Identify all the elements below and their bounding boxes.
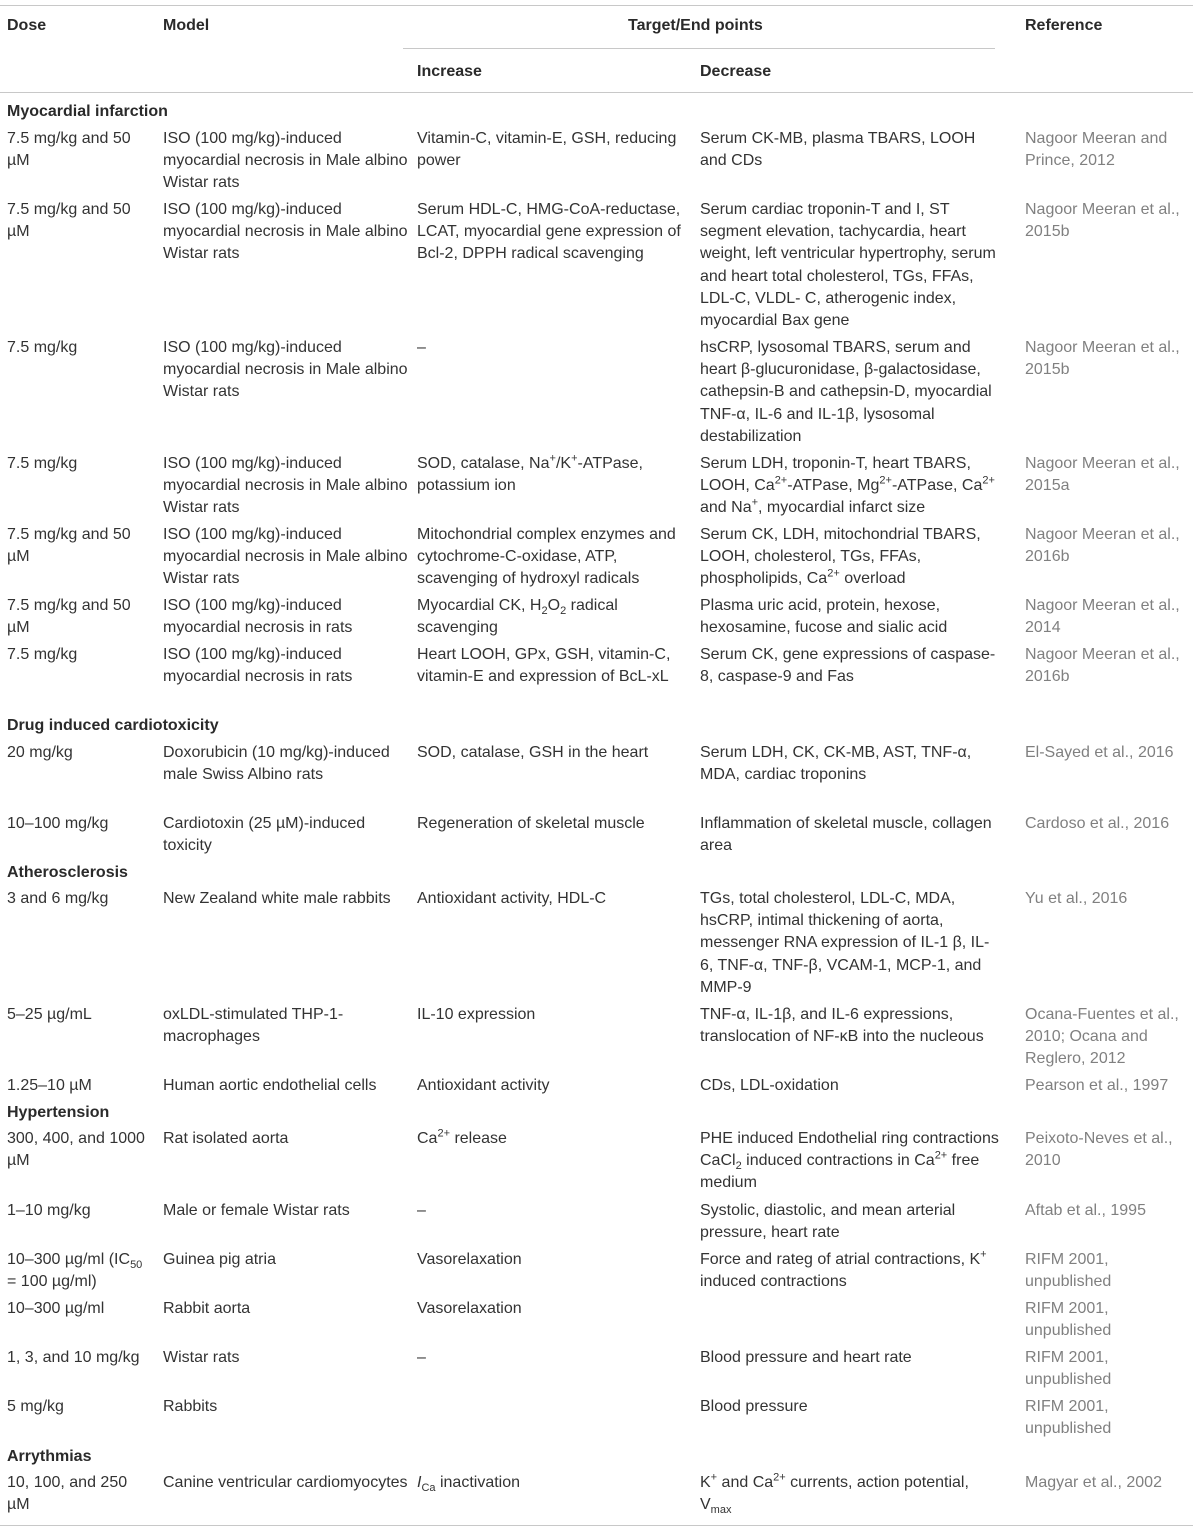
reference-cell: Yu et al., 2016	[1025, 890, 1128, 907]
dose-cell: 10–300 µg/ml	[7, 1300, 105, 1317]
section-title: Drug induced cardiotoxicity	[7, 717, 219, 734]
model-cell: oxLDL-stimulated THP-1-macrophages	[163, 1006, 344, 1046]
reference-cell: Peixoto-Neves et al., 2010	[1025, 1130, 1173, 1170]
reference-cell: Pearson et al., 1997	[1025, 1077, 1169, 1094]
increase-cell: –	[417, 1202, 426, 1219]
decrease-cell: K+ and $Ca^{2+}$ currents, action potential, $V_{max}$	[700, 1471, 969, 1517]
dose-cell: 5 mg/kg	[7, 1398, 64, 1415]
dose-cell: 7.5 mg/kg	[7, 455, 78, 472]
increase-cell: SOD, catalase, GSH in the heart	[417, 744, 649, 761]
model-cell: ISO (100 mg/kg)-induced myocardial necrosis in rats	[163, 597, 353, 637]
model-cell: ISO (100 mg/kg)-induced myocardial necrosis in Male albino Wistar rats	[163, 455, 408, 517]
increase-cell: Serum HDL-C, HMG-CoA-reductase, LCAT, myocardial gene expression of Bcl-2, DPPH radical scavenging	[417, 201, 681, 263]
reference-cell: Cardoso et al., 2016	[1025, 815, 1170, 832]
reference-cell: Nagoor Meeran et al., 2015b	[1025, 339, 1180, 379]
increase-cell: SOD, catalase, Na+/K+-ATPase, potassium ion	[417, 452, 643, 495]
reference-cell: Nagoor Meeran et al., 2014	[1025, 597, 1180, 637]
increase-cell: Myocardial CK, $H_2O_2$ radical scavenging	[417, 597, 618, 637]
model-cell: Rat isolated aorta	[163, 1130, 289, 1147]
dose-cell: 3 and 6 mg/kg	[7, 890, 109, 907]
model-cell: Wistar rats	[163, 1349, 240, 1366]
section-title: Myocardial infarction	[7, 103, 168, 120]
increase-cell: Vasorelaxation	[417, 1300, 522, 1317]
increase-cell: Antioxidant activity	[417, 1077, 550, 1094]
model-cell: Human aortic endothelial cells	[163, 1077, 377, 1094]
dose-cell: 7.5 mg/kg and 50 µM	[7, 201, 131, 241]
decrease-cell: Blood pressure	[700, 1398, 808, 1415]
increase-cell: Vasorelaxation	[417, 1251, 522, 1268]
increase-cell: Regeneration of skeletal muscle	[417, 815, 645, 832]
model-cell: Rabbits	[163, 1398, 218, 1415]
model-cell: Rabbit aorta	[163, 1300, 251, 1317]
increase-cell: Vitamin-C, vitamin-E, GSH, reducing power	[417, 130, 677, 170]
dose-cell: 7.5 mg/kg	[7, 646, 78, 663]
model-cell: ISO (100 mg/kg)-induced myocardial necrosis in Male albino Wistar rats	[163, 339, 408, 401]
top-rule	[0, 5, 1193, 6]
header-bottom-rule	[0, 92, 1193, 93]
model-cell: Guinea pig atria	[163, 1251, 276, 1268]
model-cell: Cardiotoxin (25 µM)-induced toxicity	[163, 815, 366, 855]
section-title: Hypertension	[7, 1104, 110, 1121]
reference-cell: RIFM 2001, unpublished	[1025, 1398, 1112, 1438]
decrease-cell: Serum cardiac troponin-T and I, ST segment elevation, tachycardia, heart weight, left ventricular hypertrophy, serum and heart total cholesterol, TGs, FFAs, LDL-C, VLDL- C, atherogenic index, myocardial Bax gene	[700, 201, 996, 330]
section-title: Atherosclerosis	[7, 864, 128, 881]
header-model: Model	[163, 17, 210, 34]
decrease-cell: Serum CK-MB, plasma TBARS, LOOH and CDs	[700, 130, 976, 170]
model-cell: ISO (100 mg/kg)-induced myocardial necrosis in rats	[163, 646, 353, 686]
dose-cell: 7.5 mg/kg and 50 µM	[7, 130, 131, 170]
reference-cell: El-Sayed et al., 2016	[1025, 744, 1174, 761]
reference-cell: Magyar et al., 2002	[1025, 1474, 1162, 1491]
increase-cell: $I_{Ca}$ inactivation	[417, 1474, 521, 1495]
dose-cell: 20 mg/kg	[7, 744, 73, 761]
dose-cell: 10–300 µg/ml ($IC_{50} = 100$ µg/ml)	[7, 1251, 143, 1291]
increase-cell: Antioxidant activity, HDL-C	[417, 890, 607, 907]
decrease-cell: hsCRP, lysosomal TBARS, serum and heart β-glucuronidase, β-galactosidase, cathepsin-B and cathepsin-D, myocardial TNF-α, IL-6 and IL-1β, lysosomal destabilization	[700, 339, 992, 445]
decrease-cell: Serum LDH, CK, CK-MB, AST, TNF-α, MDA, cardiac troponins	[700, 744, 972, 784]
decrease-cell: Serum CK, LDH, mitochondrial TBARS, LOOH, cholesterol, TGs, FFAs, phospholipids, $Ca^{2+}$ overload	[700, 526, 981, 588]
header-reference: Reference	[1025, 17, 1103, 34]
decrease-cell: Systolic, diastolic, and mean arterial pressure, heart rate	[700, 1202, 956, 1242]
target-subheader-rule	[403, 48, 995, 49]
model-cell: ISO (100 mg/kg)-induced myocardial necrosis in Male albino Wistar rats	[163, 130, 408, 192]
header-target: Target/End points	[628, 17, 763, 34]
increase-cell: –	[417, 339, 426, 356]
decrease-cell: Blood pressure and heart rate	[700, 1349, 912, 1366]
bottom-rule	[0, 1525, 1193, 1526]
increase-cell: –	[417, 1349, 426, 1366]
dose-cell: 1–10 mg/kg	[7, 1202, 91, 1219]
reference-cell: Nagoor Meeran et al., 2015b	[1025, 201, 1180, 241]
reference-cell: RIFM 2001, unpublished	[1025, 1300, 1112, 1340]
dose-cell: 300, 400, and 1000 µM	[7, 1130, 145, 1170]
model-cell: Canine ventricular cardiomyocytes	[163, 1474, 408, 1491]
decrease-cell: Serum LDH, troponin-T, heart TBARS, LOOH, $Ca^{2+}$-ATPase, $Mg^{2+}$-ATPase, $Ca^{2+}$ and Na+, myocardial infarct size	[700, 455, 995, 517]
dose-cell: 1.25–10 µM	[7, 1077, 92, 1094]
decrease-cell: CDs, LDL-oxidation	[700, 1077, 839, 1094]
decrease-cell: PHE induced Endothelial ring contractions CaCl$_2$ induced contractions in $Ca^{2+}$ free medium	[700, 1130, 999, 1192]
decrease-cell: Force and rateg of atrial contractions, K+ induced contractions	[700, 1248, 987, 1291]
model-cell: ISO (100 mg/kg)-induced myocardial necrosis in Male albino Wistar rats	[163, 201, 408, 263]
reference-cell: RIFM 2001, unpublished	[1025, 1251, 1112, 1291]
increase-cell: Mitochondrial complex enzymes and cytochrome-C-oxidase, ATP, scavenging of hydroxyl radicals	[417, 526, 676, 588]
decrease-cell: TNF-α, IL-1β, and IL-6 expressions, translocation of NF-κB into the nucleous	[700, 1006, 984, 1046]
section-title: Arrythmias	[7, 1448, 92, 1465]
decrease-cell: TGs, total cholesterol, LDL-C, MDA, hsCRP, intimal thickening of aorta, messenger RNA expression of IL-1 β, IL-6, TNF-α, TNF-β, VCAM-1, MCP-1, and MMP-9	[700, 890, 990, 996]
reference-cell: Ocana-Fuentes et al., 2010; Ocana and Reglero, 2012	[1025, 1006, 1179, 1068]
model-cell: New Zealand white male rabbits	[163, 890, 391, 907]
model-cell: Male or female Wistar rats	[163, 1202, 350, 1219]
dose-cell: 5–25 µg/mL	[7, 1006, 92, 1023]
reference-cell: RIFM 2001, unpublished	[1025, 1349, 1112, 1389]
dose-cell: 1, 3, and 10 mg/kg	[7, 1349, 140, 1366]
reference-cell: Nagoor Meeran et al., 2016b	[1025, 526, 1180, 566]
increase-cell: IL-10 expression	[417, 1006, 536, 1023]
dose-cell: 10–100 mg/kg	[7, 815, 109, 832]
header-dose: Dose	[7, 17, 47, 34]
model-cell: ISO (100 mg/kg)-induced myocardial necrosis in Male albino Wistar rats	[163, 526, 408, 588]
dose-cell: 7.5 mg/kg	[7, 339, 78, 356]
decrease-cell: Serum CK, gene expressions of caspase-8, caspase-9 and Fas	[700, 646, 996, 686]
reference-cell: Nagoor Meeran et al., 2015a	[1025, 455, 1180, 495]
dose-cell: 7.5 mg/kg and 50 µM	[7, 526, 131, 566]
increase-cell: $Ca^{2+}$ release	[417, 1127, 507, 1147]
model-cell: Doxorubicin (10 mg/kg)-induced male Swiss Albino rats	[163, 744, 390, 784]
reference-cell: Nagoor Meeran et al., 2016b	[1025, 646, 1180, 686]
decrease-cell: Plasma uric acid, protein, hexose, hexosamine, fucose and sialic acid	[700, 597, 948, 637]
header-decrease: Decrease	[700, 63, 772, 80]
reference-cell: Aftab et al., 1995	[1025, 1202, 1146, 1219]
header-increase: Increase	[417, 63, 482, 80]
decrease-cell: Inflammation of skeletal muscle, collagen area	[700, 815, 992, 855]
reference-cell: Nagoor Meeran and Prince, 2012	[1025, 130, 1168, 170]
dose-cell: 7.5 mg/kg and 50 µM	[7, 597, 131, 637]
increase-cell: Heart LOOH, GPx, GSH, vitamin-C, vitamin-E and expression of BcL-xL	[417, 646, 671, 686]
dose-cell: 10, 100, and 250 µM	[7, 1474, 128, 1514]
